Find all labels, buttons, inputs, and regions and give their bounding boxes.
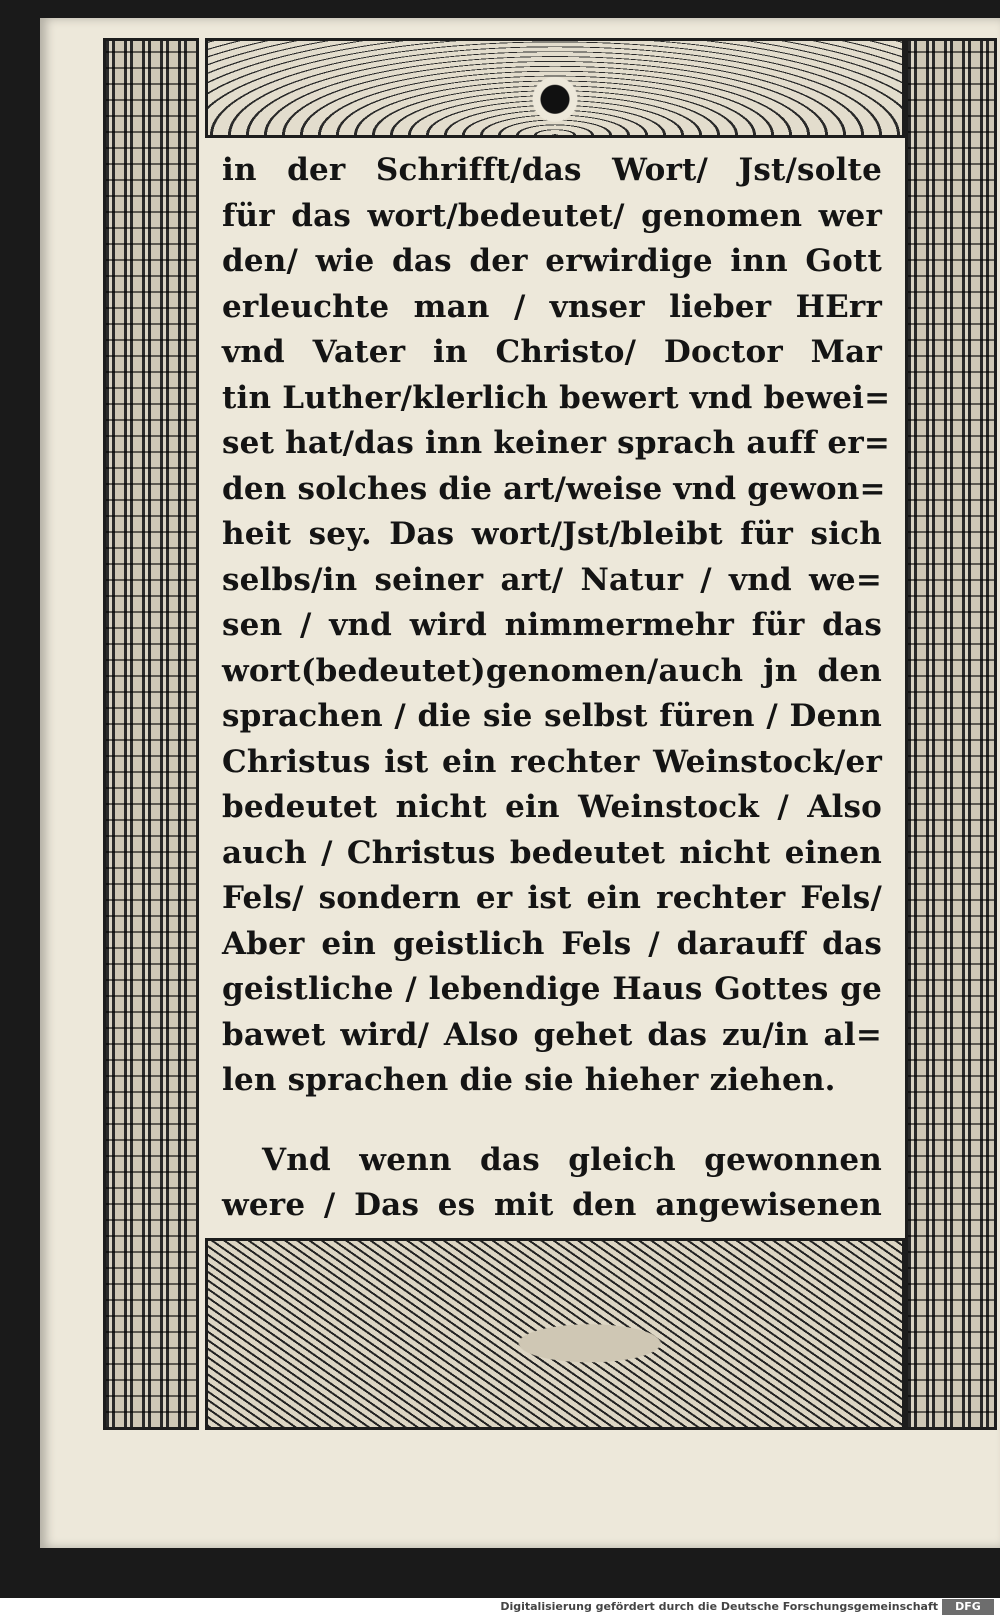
dfg-logo: DFG (942, 1599, 994, 1615)
text-line: auch / Christus bedeutet nicht einen (222, 834, 882, 871)
ornament-frame-top (205, 38, 905, 138)
page-text (222, 148, 891, 1229)
text-line: heit sey. Das wort/Jst/bleibt für sich (222, 516, 882, 552)
paragraph-2-line: Vnd wenn das gleich gewonnen (262, 1141, 882, 1178)
text-line: in der Schrifft/das Wort/ Jst/solte (222, 152, 882, 188)
text-line: bawet wird/ Also gehet das zu/in al= (222, 1016, 882, 1053)
ornament-frame-left (103, 38, 199, 1430)
text-line: Christus ist ein rechter Weinstock/er (222, 743, 882, 780)
text-line: sen / vnd wird nimmermehr für das (222, 607, 882, 643)
text-line: wort(bedeutet)genomen/auch jn den (222, 652, 882, 689)
text-line: den solches die art/weise vnd gewon= (222, 470, 886, 507)
footer-credit: Digitalisierung gefördert durch die Deutsche Forschungsgemeinschaft (500, 1600, 938, 1613)
text-line: Fels/ sondern er ist ein rechter Fels/ (222, 880, 882, 916)
paragraph-gap (222, 1104, 882, 1138)
text-line: selbs/in seiner art/ Natur / vnd we= (222, 561, 882, 598)
ornament-frame-bottom (205, 1238, 905, 1430)
text-line-last: len sprachen die sie hieher ziehen. (222, 1062, 836, 1098)
text-line: bedeutet nicht ein Weinstock / Also (222, 789, 882, 825)
text-line: den/ wie das der erwirdige inn Gott (222, 243, 882, 279)
text-line: geistliche / lebendige Haus Gottes ge (222, 971, 882, 1007)
text-line: erleuchte man / vnser lieber HErr (222, 288, 882, 325)
text-line: set hat/das inn keiner sprach auff er= (222, 425, 891, 461)
text-line: Aber ein geistlich Fels / darauff das (222, 925, 882, 962)
text-line: sprachen / die sie selbst füren / Denn (222, 698, 882, 734)
text-line: tin Luther/klerlich bewert vnd bewei= (222, 379, 891, 416)
text-line: vnd Vater in Christo/ Doctor Mar (222, 334, 882, 370)
ornament-frame-right (905, 38, 997, 1430)
paragraph-2-line: were / Das es mit den angewisenen (222, 1187, 882, 1223)
text-line: für das wort/bedeutet/ genomen wer (222, 197, 882, 234)
